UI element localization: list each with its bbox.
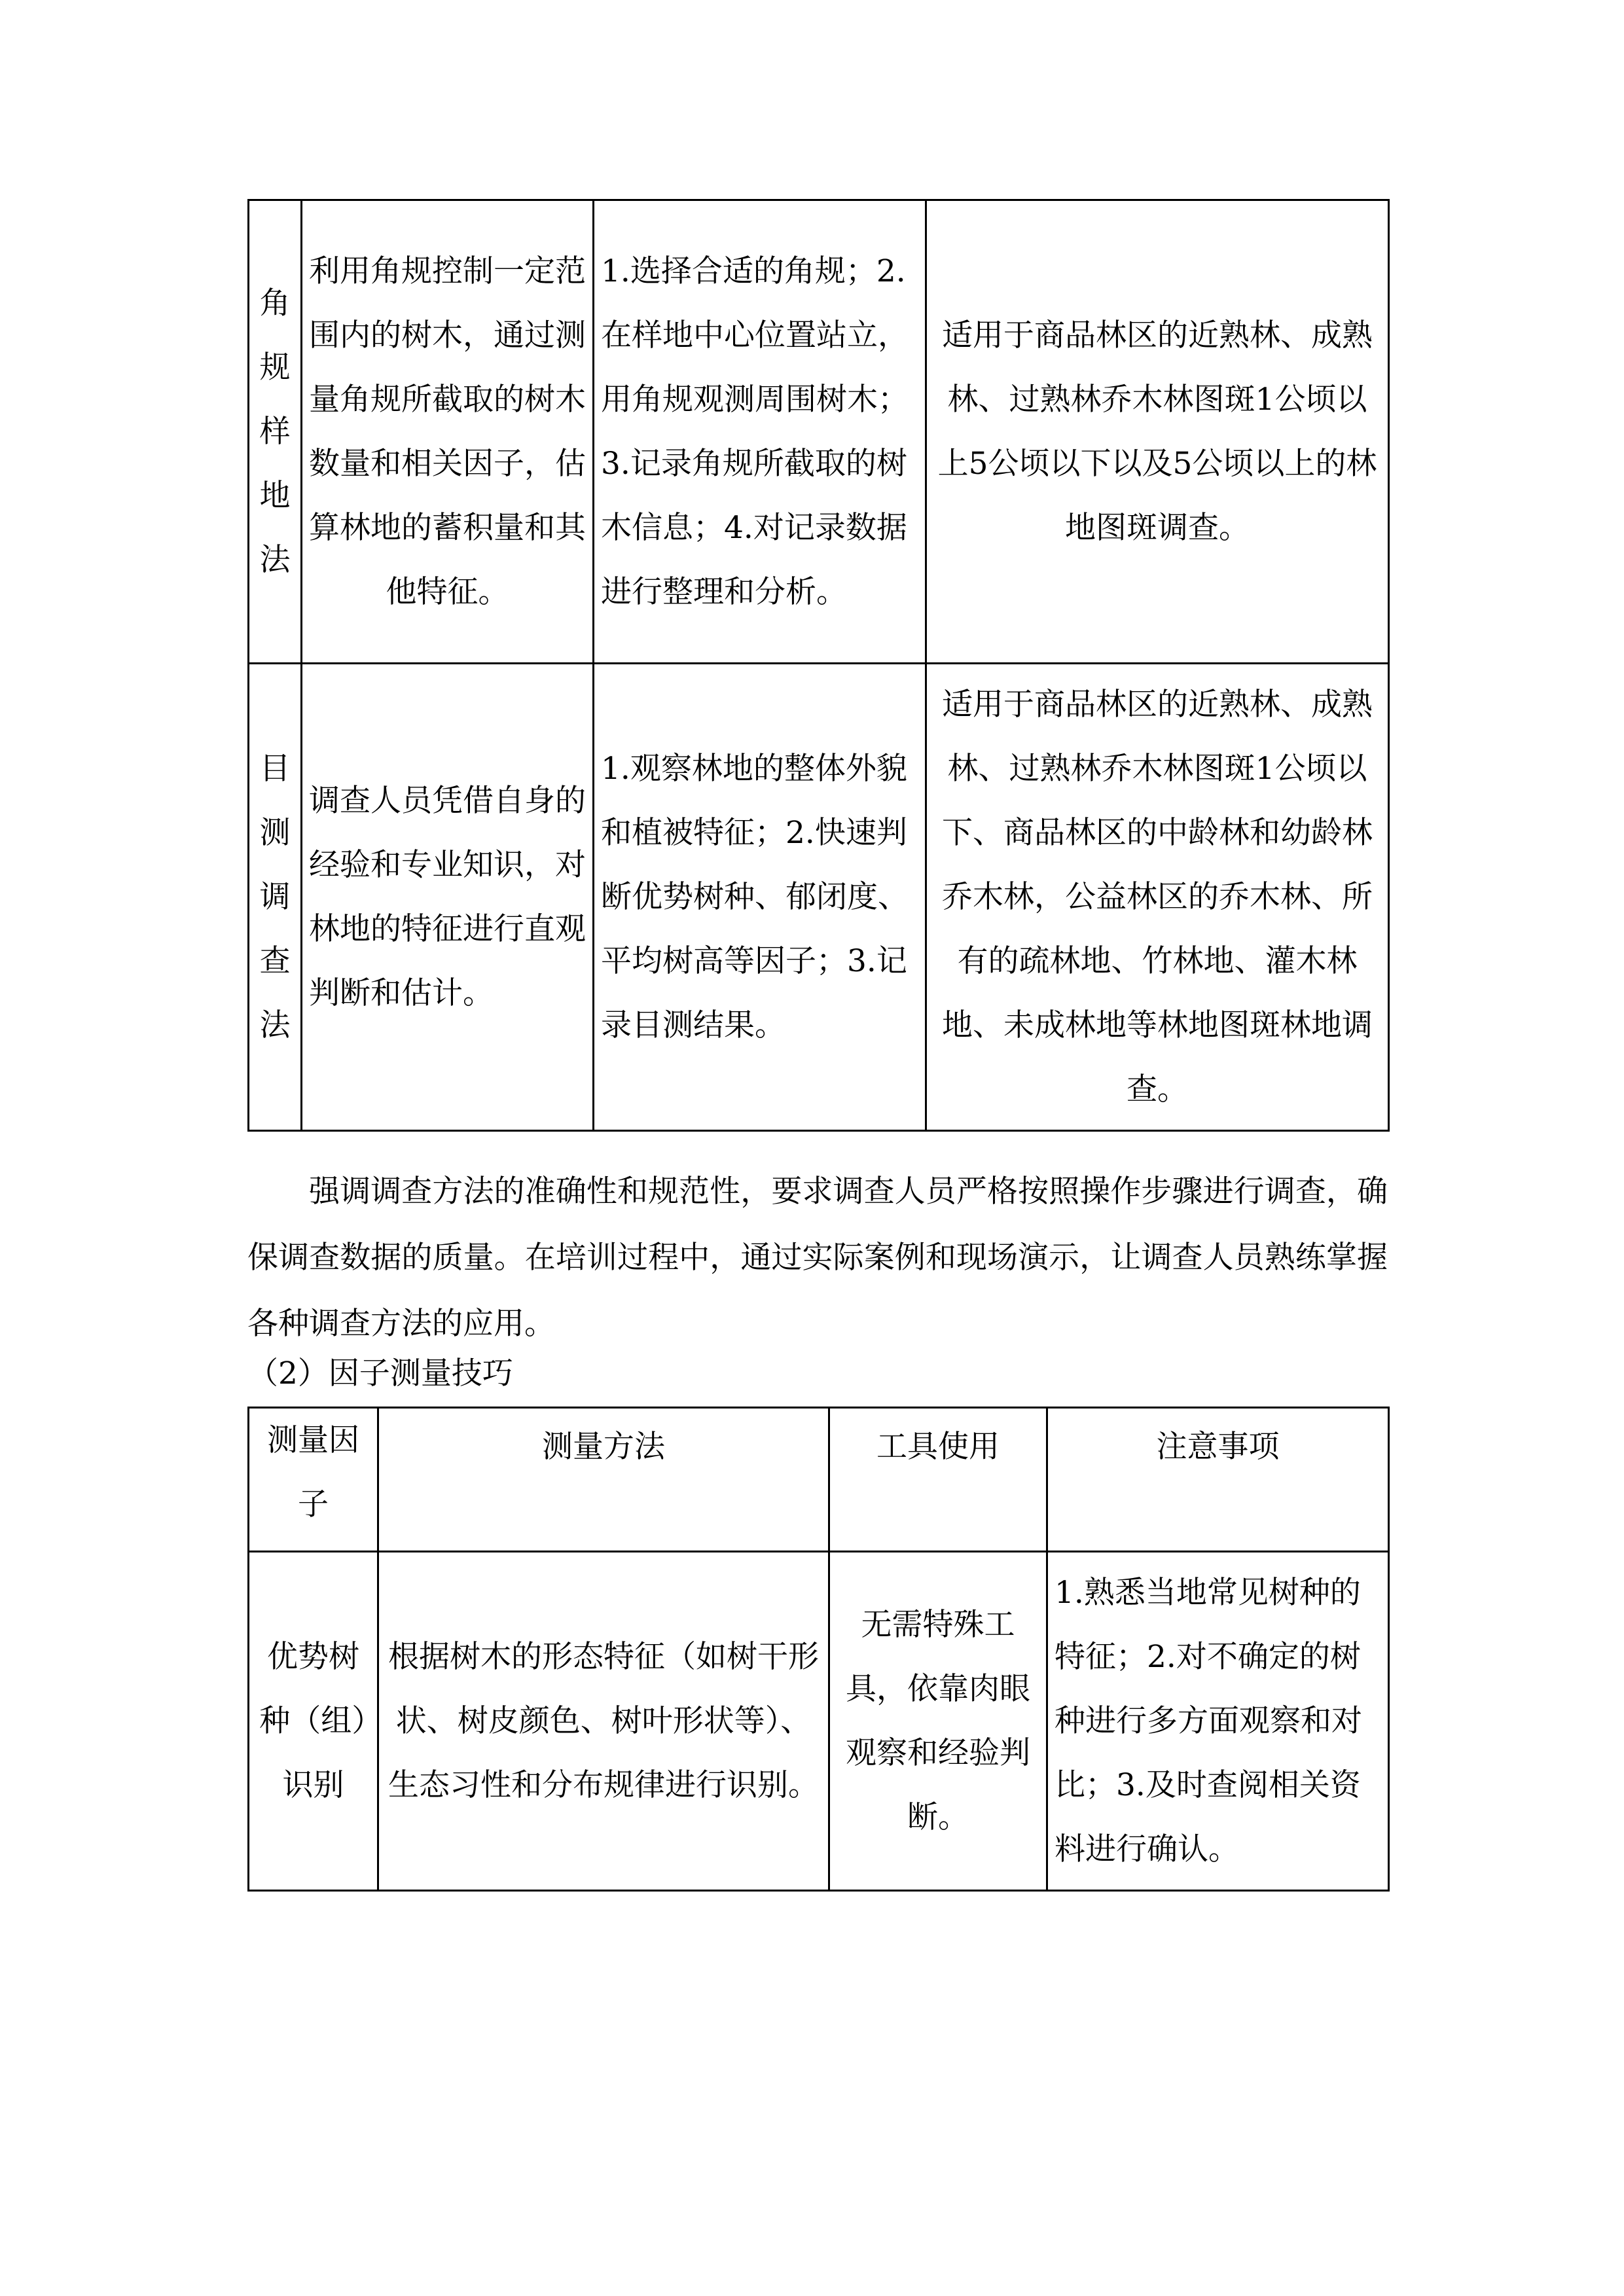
header-tools: 工具使用 [829,1408,1047,1552]
method-name-cell [249,200,302,664]
header-notes: 注意事项 [1047,1408,1389,1552]
header-factor: 测量因子 [249,1408,378,1552]
method-name: 角规样地法 [259,285,291,578]
method-cell: 根据树木的形态特征（如树干形状、树皮颜色、树叶形状等）、生态习性和分布规律进行识别。 [378,1552,829,1891]
method-name: 目测调查法 [259,750,291,1043]
tools-cell: 无需特殊工具，依靠肉眼观察和经验判断。 [829,1552,1047,1891]
scope-cell: 适用于商品林区的近熟林、成熟林、过熟林乔木林图斑1公顷以下、商品林区的中龄林和幼龄林乔木林，公益林区的乔木林、所有的疏林地、竹林地、灌木林地、未成林地等林地图斑林地调查。 [926,664,1389,1131]
factor-measurement-table [247,1407,1390,1892]
notes-cell: 1.熟悉当地常见树种的特征；2.对不确定的树种进行多方面观察和对比；3.及时查阅相关资料进行确认。 [1047,1552,1389,1891]
scope-cell: 适用于商品林区的近熟林、成熟林、过熟林乔木林图斑1公顷以上5公顷以下以及5公顷以上的林地图斑调查。 [926,200,1389,664]
section-heading: （2）因子测量技巧 [247,1355,513,1391]
header-method: 测量方法 [378,1408,829,1552]
factor-cell: 优势树种（组）识别 [249,1552,378,1891]
principle-cell: 利用角规控制一定范围内的树木，通过测量角规所截取的树木数量和相关因子，估算林地的蓄积量和其他特征。 [302,200,594,664]
survey-methods-table [247,199,1390,1132]
table-row [249,200,1389,664]
method-name-cell [249,664,302,1131]
steps-cell: 1.选择合适的角规；2.在样地中心位置站立，用角规观测周围树木；3.记录角规所截取的树木信息；4.对记录数据进行整理和分析。 [594,200,926,664]
table-header-row [249,1408,1389,1552]
table-row [249,1552,1389,1891]
table-row [249,664,1389,1131]
body-paragraph: 强调调查方法的准确性和规范性，要求调查人员严格按照操作步骤进行调查，确保调查数据的质量。在培训过程中，通过实际案例和现场演示，让调查人员熟练掌握各种调查方法的应用。 [247,1174,1388,1342]
steps-cell: 1.观察林地的整体外貌和植被特征；2.快速判断优势树种、郁闭度、平均树高等因子；3.记录目测结果。 [594,664,926,1131]
principle-cell: 调查人员凭借自身的经验和专业知识，对林地的特征进行直观判断和估计。 [302,664,594,1131]
